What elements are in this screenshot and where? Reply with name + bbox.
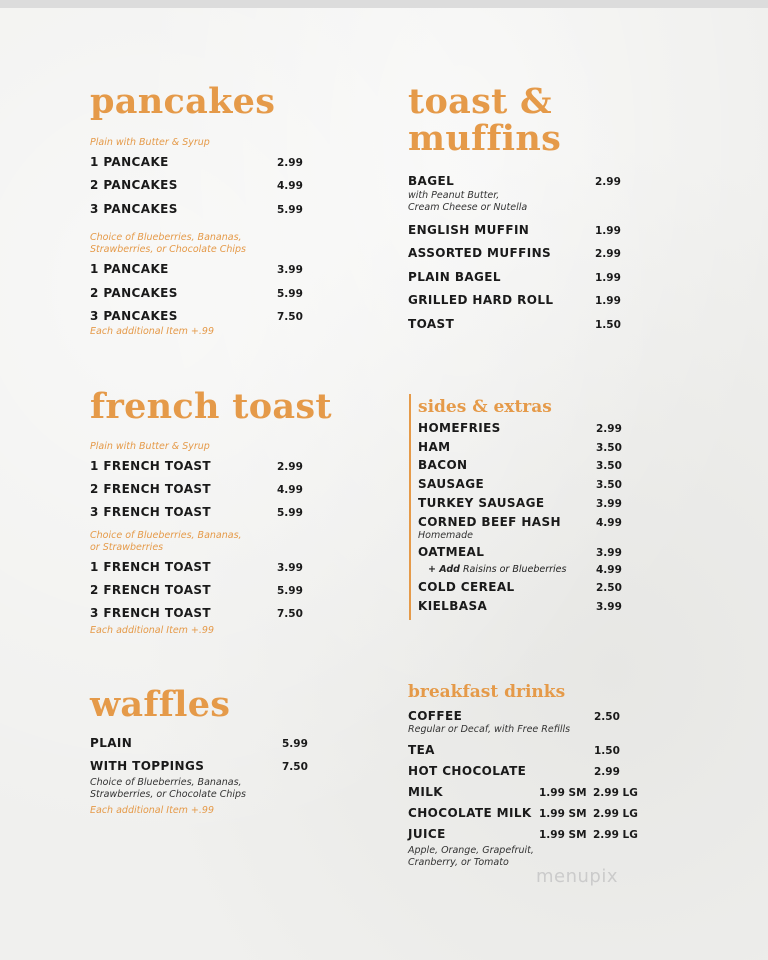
pancakes-plain-3-price: 5.99	[277, 204, 303, 216]
french-toast-choice-1-name: 1 FRENCH TOAST	[90, 560, 212, 574]
pancakes-choice-1-price: 3.99	[277, 264, 303, 276]
chocolate-milk-name: CHOCOLATE MILK	[408, 806, 532, 820]
oatmeal-addon-text: Raisins or Blueberries	[459, 564, 567, 575]
homefries-name: HOMEFRIES	[418, 421, 501, 435]
french-toast-plain-3-name: 3 FRENCH TOAST	[90, 505, 212, 519]
chocolate-milk-price-sm: 1.99 SM	[539, 808, 587, 820]
chocolate-milk-price-lg: 2.99 LG	[593, 808, 638, 820]
bagel-sub-1: with Peanut Butter,	[408, 190, 500, 201]
juice-sub-2: Cranberry, or Tomato	[408, 857, 509, 868]
french-toast-plain-2-name: 2 FRENCH TOAST	[90, 482, 212, 496]
oatmeal-addon-prefix: + Add	[428, 564, 460, 575]
menupix-watermark: menupix	[536, 866, 619, 887]
homefries-price: 2.99	[596, 423, 622, 435]
bacon-price: 3.50	[596, 460, 622, 472]
french-toast-plain-3-price: 5.99	[277, 507, 303, 519]
waffles-title: waffles	[90, 684, 231, 725]
tea-price: 1.50	[594, 745, 620, 757]
coffee-price: 2.50	[594, 711, 620, 723]
waffles-plain-name: PLAIN	[90, 736, 133, 750]
ham-name: HAM	[418, 440, 451, 454]
french-toast-choice-1-price: 3.99	[277, 562, 303, 574]
pancakes-choice-note-1: Choice of Blueberries, Bananas,	[90, 232, 242, 243]
french-toast-title: french toast	[90, 386, 332, 427]
tea-name: TEA	[408, 743, 435, 757]
pancakes-plain-2-price: 4.99	[277, 180, 303, 192]
bagel-sub-2: Cream Cheese or Nutella	[408, 202, 528, 213]
french-toast-plain-1-price: 2.99	[277, 461, 303, 473]
sides-title: sides & extras	[418, 397, 552, 417]
french-toast-plain-note: Plain with Butter & Syrup	[90, 441, 210, 452]
oatmeal-addon-price: 4.99	[596, 564, 622, 576]
juice-name: JUICE	[408, 827, 446, 841]
corned-beef-hash-price: 4.99	[596, 517, 622, 529]
french-toast-choice-2-name: 2 FRENCH TOAST	[90, 583, 212, 597]
grilled-hard-roll-name: GRILLED HARD ROLL	[408, 293, 554, 307]
kielbasa-price: 3.99	[596, 601, 622, 613]
french-toast-choice-2-price: 5.99	[277, 585, 303, 597]
turkey-sausage-name: TURKEY SAUSAGE	[418, 496, 545, 510]
cold-cereal-name: COLD CEREAL	[418, 580, 515, 594]
pancakes-choice-3-name: 3 PANCAKES	[90, 309, 178, 323]
milk-price-sm: 1.99 SM	[539, 787, 587, 799]
juice-price-lg: 2.99 LG	[593, 829, 638, 841]
pancakes-choice-1-name: 1 PANCAKE	[90, 262, 169, 276]
oatmeal-price: 3.99	[596, 547, 622, 559]
french-toast-plain-2-price: 4.99	[277, 484, 303, 496]
plain-bagel-name: PLAIN BAGEL	[408, 270, 501, 284]
coffee-sub: Regular or Decaf, with Free Refills	[408, 724, 571, 735]
milk-price-lg: 2.99 LG	[593, 787, 638, 799]
sausage-name: SAUSAGE	[418, 477, 485, 491]
assorted-muffins-name: ASSORTED MUFFINS	[408, 246, 552, 260]
oatmeal-addon	[428, 564, 566, 575]
french-toast-choice-3-price: 7.50	[277, 608, 303, 620]
juice-price-sm: 1.99 SM	[539, 829, 587, 841]
pancakes-choice-note-2: Strawberries, or Chocolate Chips	[90, 244, 246, 255]
ham-price: 3.50	[596, 442, 622, 454]
pancakes-plain-note: Plain with Butter & Syrup	[90, 137, 210, 148]
turkey-sausage-price: 3.99	[596, 498, 622, 510]
pancakes-additional-note: Each additional Item +.99	[90, 326, 215, 337]
french-toast-choice-note-2: or Strawberries	[90, 542, 164, 553]
assorted-muffins-price: 2.99	[595, 248, 621, 260]
hot-chocolate-price: 2.99	[594, 766, 620, 778]
english-muffin-price: 1.99	[595, 225, 621, 237]
french-toast-additional-note: Each additional Item +.99	[90, 625, 215, 636]
kielbasa-name: KIELBASA	[418, 599, 488, 613]
hot-chocolate-name: HOT CHOCOLATE	[408, 764, 527, 778]
drinks-title: breakfast drinks	[408, 682, 566, 702]
pancakes-plain-1-name: 1 PANCAKE	[90, 155, 169, 169]
waffles-additional-note: Each additional Item +.99	[90, 805, 215, 816]
oatmeal-name: OATMEAL	[418, 545, 485, 559]
toast-price: 1.50	[595, 319, 621, 331]
toast-muffins-title-line1: toast &	[408, 81, 552, 122]
waffles-toppings-price: 7.50	[282, 761, 308, 773]
plain-bagel-price: 1.99	[595, 272, 621, 284]
french-toast-choice-3-name: 3 FRENCH TOAST	[90, 606, 212, 620]
toast-muffins-title-line2: muffins	[408, 118, 562, 159]
pancakes-choice-2-name: 2 PANCAKES	[90, 286, 178, 300]
english-muffin-name: ENGLISH MUFFIN	[408, 223, 530, 237]
pancakes-plain-3-name: 3 PANCAKES	[90, 202, 178, 216]
toast-name: TOAST	[408, 317, 455, 331]
pancakes-plain-1-price: 2.99	[277, 157, 303, 169]
top-band	[0, 0, 768, 8]
corned-beef-hash-sub: Homemade	[418, 530, 474, 541]
pancakes-title: pancakes	[90, 81, 276, 122]
waffles-toppings-sub-2: Strawberries, or Chocolate Chips	[90, 789, 246, 800]
pancakes-choice-2-price: 5.99	[277, 288, 303, 300]
corned-beef-hash-name: CORNED BEEF HASH	[418, 515, 561, 529]
waffles-toppings-name: WITH TOPPINGS	[90, 759, 205, 773]
bagel-name: BAGEL	[408, 174, 455, 188]
bacon-name: BACON	[418, 458, 468, 472]
pancakes-plain-2-name: 2 PANCAKES	[90, 178, 178, 192]
juice-sub-1: Apple, Orange, Grapefruit,	[408, 845, 534, 856]
cold-cereal-price: 2.50	[596, 582, 622, 594]
pancakes-choice-3-price: 7.50	[277, 311, 303, 323]
sides-accent-line	[409, 394, 411, 620]
waffles-plain-price: 5.99	[282, 738, 308, 750]
french-toast-plain-1-name: 1 FRENCH TOAST	[90, 459, 212, 473]
bagel-price: 2.99	[595, 176, 621, 188]
coffee-name: COFFEE	[408, 709, 463, 723]
sausage-price: 3.50	[596, 479, 622, 491]
french-toast-choice-note-1: Choice of Blueberries, Bananas,	[90, 530, 242, 541]
milk-name: MILK	[408, 785, 443, 799]
waffles-toppings-sub-1: Choice of Blueberries, Bananas,	[90, 777, 242, 788]
grilled-hard-roll-price: 1.99	[595, 295, 621, 307]
